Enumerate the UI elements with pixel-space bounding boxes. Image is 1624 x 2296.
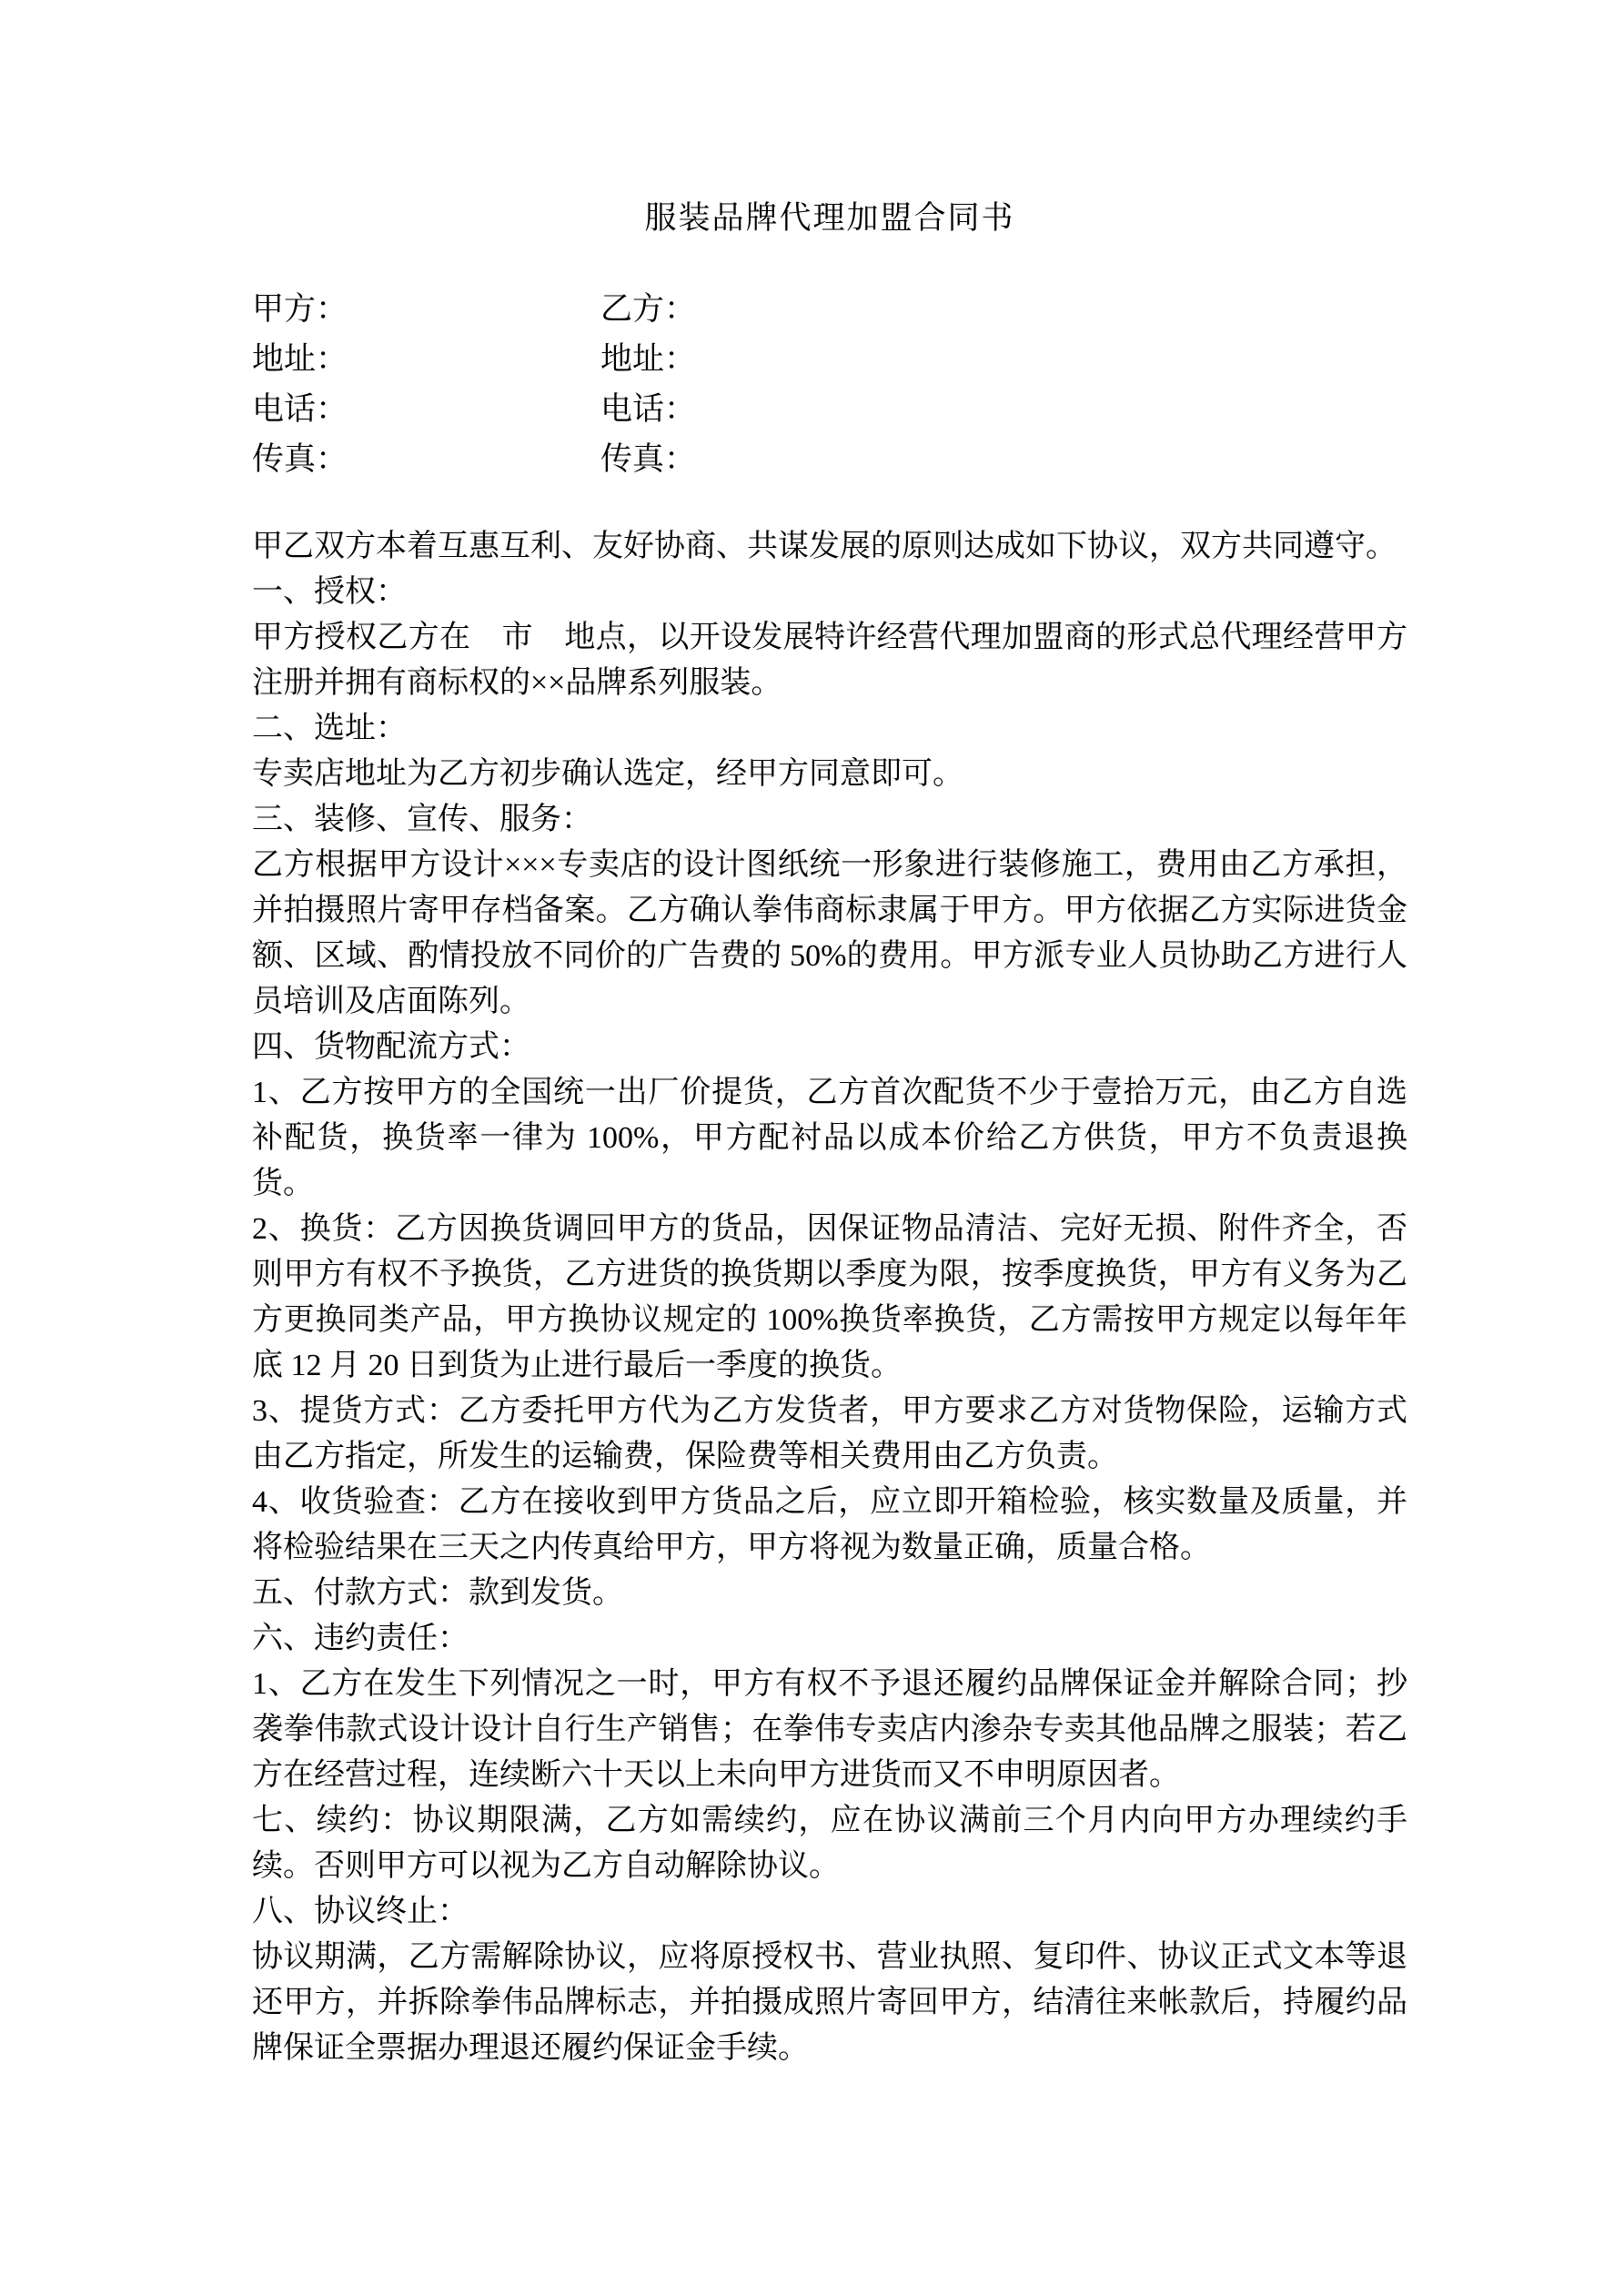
party-b-fax-label: 传真： xyxy=(600,441,697,477)
party-a-fax-label: 传真： xyxy=(252,441,348,477)
party-a-phone-label: 电话： xyxy=(252,391,348,427)
paragraph-distribution-3: 3、提货方式：乙方委托甲方代为乙方发货者，甲方要求乙方对货物保险，运输方式由乙方指定，所发生的运输费，保险费等相关费用由乙方负责。 xyxy=(252,1394,1407,1473)
party-a-address-label: 地址： xyxy=(252,341,348,377)
party-row-name xyxy=(252,284,1407,334)
contract-body xyxy=(252,524,1407,2071)
party-b-address-label: 地址： xyxy=(600,341,697,377)
paragraph-decoration: 乙方根据甲方设计×××专卖店的设计图纸统一形象进行装修施工，费用由乙方承担，并拍摄照片寄甲存档备案。乙方确认拳伟商标隶属于甲方。甲方依据乙方实际进货金额、区域、酌情投放不同价的广告费的 50%的费用。甲方派专业人员协助乙方进行人员培训及店面陈列。 xyxy=(252,848,1407,1018)
party-b-phone-label: 电话： xyxy=(600,391,697,427)
party-a-label: 甲方： xyxy=(252,291,348,327)
paragraph-authorization: 甲方授权乙方在 市 地点，以开设发展特许经营代理加盟商的形式总代理经营甲方注册并拥有商标权的××品牌系列服装。 xyxy=(252,621,1407,700)
party-row-address xyxy=(252,334,1407,384)
paragraph-termination: 协议期满，乙方需解除协议，应将原授权书、营业执照、复印件、协议正式文本等退还甲方，并拆除拳伟品牌标志，并拍摄成照片寄回甲方，结清往来帐款后，持履约品牌保证全票据办理退还履约保证金手续。 xyxy=(252,1940,1407,2065)
paragraph-preamble: 甲乙双方本着互惠互利、友好协商、共谋发展的原则达成如下协议，双方共同遵守。 xyxy=(252,530,1397,563)
party-b-label: 乙方： xyxy=(600,291,697,327)
paragraph-renewal: 七、续约：协议期限满，乙方如需续约，应在协议满前三个月内向甲方办理续约手续。否则甲方可以视为乙方自动解除协议。 xyxy=(252,1804,1407,1883)
party-row-fax xyxy=(252,434,1407,484)
section-heading-5-付款方式: 五、付款方式：款到发货。 xyxy=(252,1576,623,1610)
paragraph-site-selection: 专卖店地址为乙方初步确认选定，经甲方同意即可。 xyxy=(252,757,963,791)
document-title: 服装品牌代理加盟合同书 xyxy=(644,200,1015,236)
section-heading-2-选址: 二、选址： xyxy=(252,712,407,745)
section-heading-1-授权: 一、授权： xyxy=(252,575,407,609)
section-heading-4-货物配流方式: 四、货物配流方式： xyxy=(252,1030,530,1064)
party-info-block xyxy=(252,284,1407,484)
party-row-phone xyxy=(252,384,1407,434)
paragraph-distribution-4: 4、收货验查：乙方在接收到甲方货品之后，应立即开箱检验，核实数量及质量，并将检验结果在三天之内传真给甲方，甲方将视为数量正确，质量合格。 xyxy=(252,1485,1407,1564)
section-heading-6-违约责任: 六、违约责任： xyxy=(252,1622,469,1655)
section-heading-8-协议终止: 八、协议终止： xyxy=(252,1895,469,1928)
paragraph-distribution-2: 2、换货：乙方因换货调回甲方的货品，因保证物品清洁、完好无损、附件齐全，否则甲方有权不予换货，乙方进货的换货期以季度为限，按季度换货，甲方有义务为乙方更换同类产品，甲方换协议规定的 100%换货率换货，乙方需按甲方规定以每年年底 12 月 20 日到货为止进行最后一季度的换货。 xyxy=(252,1212,1407,1382)
section-heading-3-装修宣传服务: 三、装修、宣传、服务： xyxy=(252,803,592,836)
paragraph-breach: 1、乙方在发生下列情况之一时，甲方有权不予退还履约品牌保证金并解除合同；抄袭拳伟款式设计设计自行生产销售；在拳伟专卖店内渗杂专卖其他品牌之服装；若乙方在经营过程，连续断六十天以上未向甲方进货而又不申明原因者。 xyxy=(252,1667,1407,1792)
paragraph-distribution-1: 1、乙方按甲方的全国统一出厂价提货，乙方首次配货不少于壹拾万元，由乙方自选补配货，换货率一律为 100%，甲方配衬品以成本价给乙方供货，甲方不负责退换货。 xyxy=(252,1076,1407,1200)
